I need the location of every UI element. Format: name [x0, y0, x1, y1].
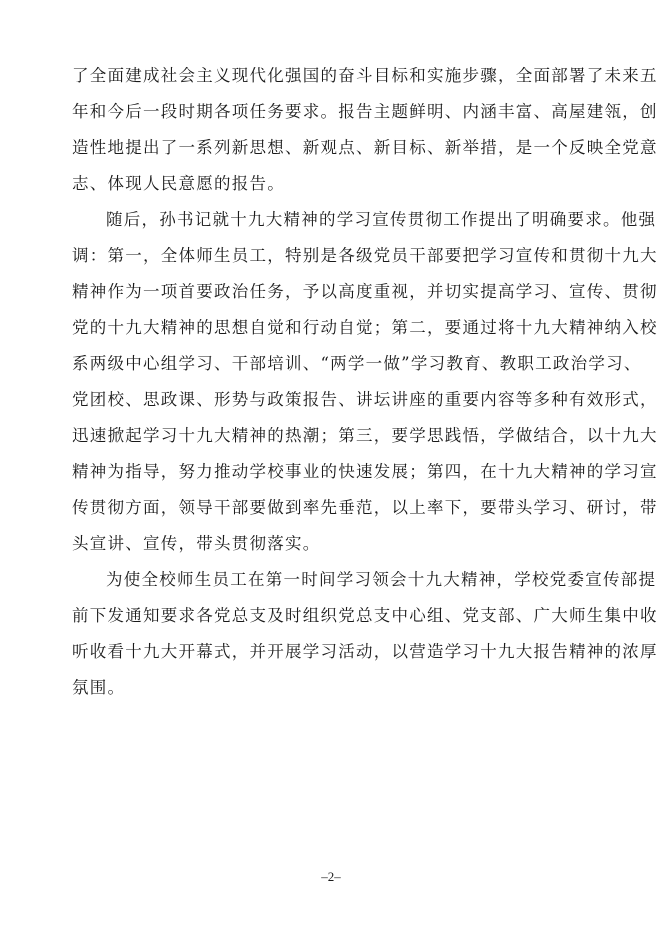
page-number: –2– [321, 869, 341, 884]
paragraph-3-line-1: 为使全校师生员工在第一时间学习领会十九大精神，学校党委宣传部提 [106, 570, 657, 589]
paragraph-2-line-5: 系两级中心组学习、干部培训、“两学一做”学习教育、教职工政治学习、 [72, 354, 642, 373]
paragraph-2-line-1: 随后，孙书记就十九大精神的学习宣传贯彻工作提出了明确要求。他强 [106, 210, 657, 229]
paragraph-2-line-4: 党的十九大精神的思想自觉和行动自觉；第二，要通过将十九大精神纳入校 [72, 318, 658, 337]
paragraph-1-line-4: 志、体现人民意愿的报告。 [72, 174, 285, 193]
paragraph-2-line-10: 头宣讲、宣传，带头贯彻落实。 [72, 534, 321, 553]
paragraph-2-line-8: 精神为指导，努力推动学校事业的快速发展；第四，在十九大精神的学习宣 [72, 462, 658, 481]
paragraph-2-line-6: 党团校、思政课、形势与政策报告、讲坛讲座的重要内容等多种有效形式， [72, 390, 658, 409]
paragraph-2-line-3: 精神作为一项首要政治任务，予以高度重视，并切实提高学习、宣传、贯彻 [72, 282, 658, 301]
paragraph-1-line-2: 年和今后一段时期各项任务要求。报告主题鲜明、内涵丰富、高屋建瓴，创 [72, 102, 658, 121]
paragraph-3-line-2: 前下发通知要求各党总支及时组织党总支中心组、党支部、广大师生集中收 [72, 606, 658, 625]
paragraph-2-line-7: 迅速掀起学习十九大精神的热潮；第三，要学思践悟，学做结合，以十九大 [72, 426, 658, 445]
paragraph-3-line-3: 听收看十九大开幕式，并开展学习活动，以营造学习十九大报告精神的浓厚 [72, 642, 658, 661]
paragraph-1-line-1: 了全面建成社会主义现代化强国的奋斗目标和实施步骤，全面部署了未来五 [72, 66, 658, 85]
paragraph-2-line-2: 调：第一，全体师生员工，特别是各级党员干部要把学习宣传和贯彻十九大 [72, 246, 658, 265]
paragraph-2-line-9: 传贯彻方面，领导干部要做到率先垂范，以上率下，要带头学习、研讨，带 [72, 498, 658, 517]
paragraph-1-line-3: 造性地提出了一系列新思想、新观点、新目标、新举措，是一个反映全党意 [72, 138, 658, 157]
paragraph-3-line-4: 氛围。 [72, 678, 126, 697]
